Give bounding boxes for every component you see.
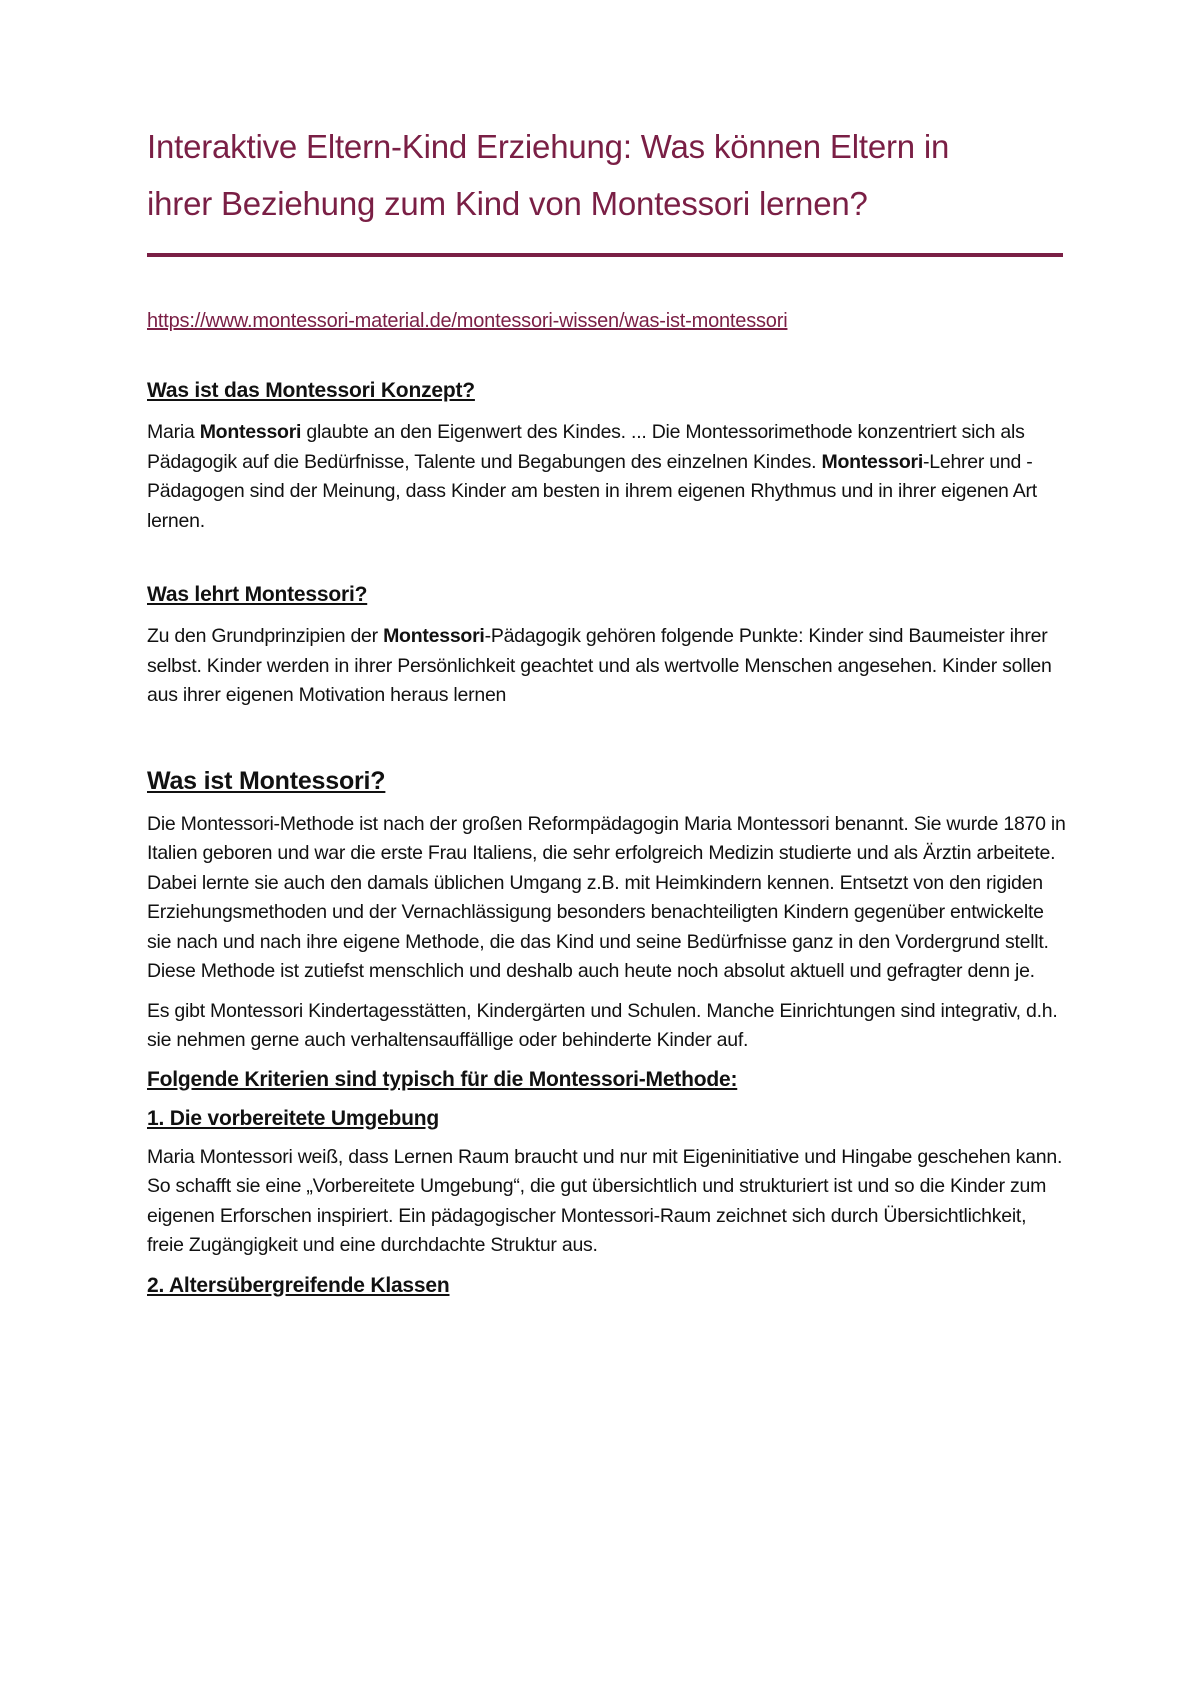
section-konzept: [147, 379, 1067, 536]
section-was-ist-heading: Was ist Montessori?: [147, 766, 386, 795]
page-title-line-2: ihrer Beziehung zum Kind von Montessori lernen?: [147, 185, 868, 222]
section-was-ist-paragraph-1: Die Montessori-Methode ist nach der großen Reformpädagogin Maria Montessori benannt. Sie wurde 1870 in Italien geboren und war die erste Frau Italiens, die sehr erfolgreich Medizin studierte und als Ärztin arbeitete. Dabei lernte sie auch den damals üblichen Umgang z.B. mit Heimkindern kennen. Entsetzt von den rigiden Erziehungsmethoden und der Vernachlässigung besonders benachteiligten Kindern gegenüber entwickelte sie nach und nach ihre eigene Methode, die das Kind und seine Bedürfnisse ganz in den Vordergrund stellt. Diese Methode ist zutiefst menschlich und deshalb auch heute noch absolut aktuell und gefragter denn je.: [147, 812, 1066, 982]
section-was-ist: [147, 767, 1067, 1056]
text-run-bold: Montessori: [383, 625, 485, 647]
section-konzept-heading: Was ist das Montessori Konzept?: [147, 379, 475, 402]
text-run: -Lehrer und -Pädagogen sind der Meinung, dass Kinder am besten in ihrem eigenen Rhythmus und in ihrer eigenen Art lernen.: [147, 450, 1037, 532]
criteria-item-1-heading: 1. Die vorbereitete Umgebung: [147, 1106, 439, 1130]
section-lehrt-paragraph: [147, 622, 1067, 711]
text-run-bold: Montessori: [821, 450, 924, 473]
section-lehrt: [147, 583, 1067, 711]
section-kriterien: [147, 1068, 1067, 1298]
source-link[interactable]: https://www.montessori-material.de/montessori-wissen/was-ist-montessori: [147, 310, 788, 332]
text-run: -Pädagogik gehören folgende Punkte: Kinder sind Baumeister ihrer selbst. Kinder werden in ihrer Persönlichkeit geachtet und als wertvolle Menschen angesehen. Kinder sollen aus ihrer eigenen Motivation heraus lernen: [147, 625, 1052, 706]
section-was-ist-paragraph-2: Es gibt Montessori Kindertagesstätten, Kindergärten und Schulen. Manche Einrichtungen sind integrativ, d.h. sie nehmen gerne auch verhaltensauffällige oder behinderte Kinder auf.: [147, 999, 1058, 1051]
criteria-heading: Folgende Kriterien sind typisch für die Montessori-Methode:: [147, 1067, 738, 1091]
text-run: Maria: [147, 421, 200, 443]
text-run: glaubte an den Eigenwert des Kindes. ... Die Montessorimethode konzentriert sich als Pädagogik auf die Bedürfnisse, Talente und Begabungen des einzelnen Kindes.: [147, 421, 1025, 473]
page-title-line-1: Interaktive Eltern-Kind Erziehung: Was können Eltern in: [147, 128, 950, 165]
criteria-item-1-paragraph: Maria Montessori weiß, dass Lernen Raum braucht und nur mit Eigeninitiative und Hingabe geschehen kann. So schafft sie eine „Vorbereitete Umgebung“, die gut übersichtlich und strukturiert ist und so die Kinder zum eigenen Erforschen inspiriert. Ein pädagogischer Montessori-Raum zeichnet sich durch Übersichtlichkeit, freie Zugängigkeit und eine durchdachte Struktur aus.: [147, 1145, 1063, 1256]
page-title: [147, 118, 1067, 232]
document-page: [147, 118, 1067, 1298]
section-konzept-paragraph: [147, 418, 1067, 536]
criteria-item-2-heading: 2. Altersübergreifende Klassen: [147, 1273, 450, 1297]
text-run: Zu den Grundprinzipien der: [147, 625, 384, 647]
text-run-bold: Montessori: [199, 421, 302, 443]
section-lehrt-heading: Was lehrt Montessori?: [147, 583, 368, 606]
title-divider: [147, 253, 1063, 257]
